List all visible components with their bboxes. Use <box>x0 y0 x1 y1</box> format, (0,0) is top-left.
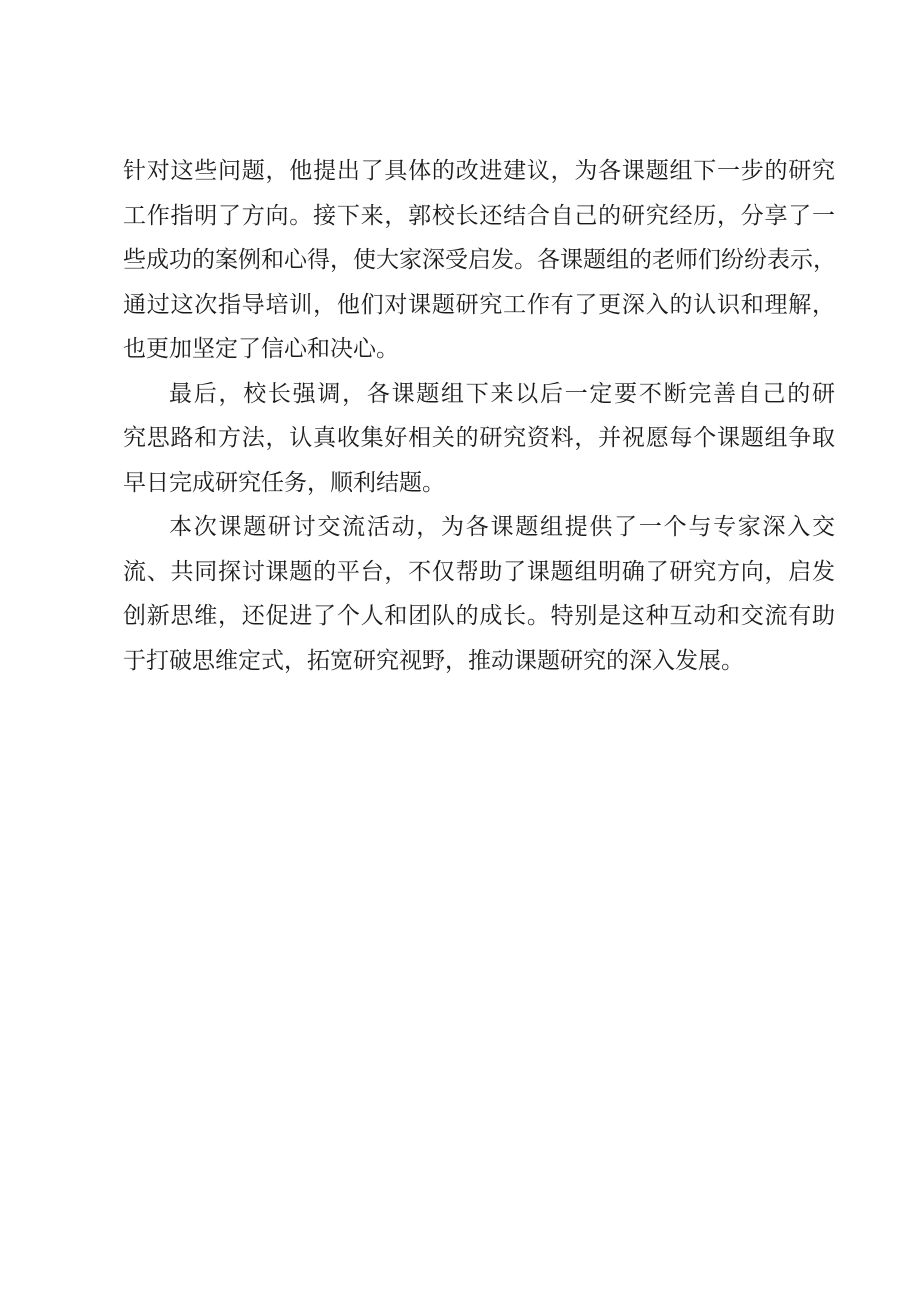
text-line: 最后，校长强调，各课题组下来以后一定要不断完善自己的研 <box>169 380 835 407</box>
text-line: 些成功的案例和心得，使大家深受启发。各课题组的老师们纷纷表示， <box>123 247 836 273</box>
text-line: 于打破思维定式，拓宽研究视野，推动课题研究的深入发展。 <box>123 647 744 674</box>
text-line: 流、共同探讨课题的平台，不仅帮助了课题组明确了研究方向，启发 <box>123 558 835 585</box>
paragraph-1 <box>123 149 835 372</box>
paragraph-2 <box>123 372 835 506</box>
document-body <box>123 149 835 683</box>
text-line: 工作指明了方向。接下来，郭校长还结合自己的研究经历，分享了一 <box>123 202 835 229</box>
text-line: 创新思维，还促进了个人和团队的成长。特别是这种互动和交流有助 <box>123 603 835 629</box>
text-line: 究思路和方法，认真收集好相关的研究资料，并祝愿每个课题组争取 <box>123 425 835 451</box>
text-line: 早日完成研究任务，顺利结题。 <box>123 469 445 496</box>
text-line: 也更加坚定了信心和决心。 <box>123 336 399 362</box>
text-line: 本次课题研讨交流活动，为各课题组提供了一个与专家深入交 <box>169 514 835 540</box>
text-line: 通过这次指导培训，他们对课题研究工作有了更深入的认识和理解， <box>123 291 835 318</box>
text-line: 针对这些问题，他提出了具体的改进建议，为各课题组下一步的研究 <box>123 158 835 184</box>
paragraph-3 <box>123 505 835 683</box>
